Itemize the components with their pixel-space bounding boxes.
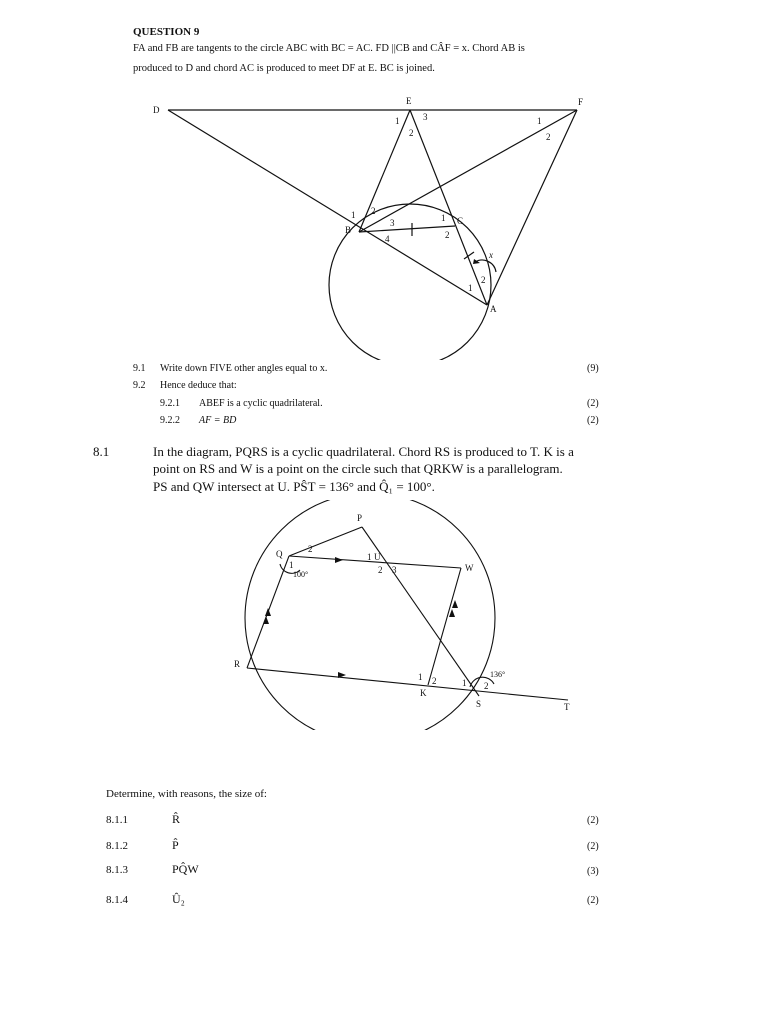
q9-2-1-number: 9.2.1 bbox=[160, 398, 180, 409]
arrow-qw bbox=[335, 557, 343, 563]
q8-statement-line3: PS and QW intersect at U. PŜT = 136° and Q̂₁ = 100°. bbox=[153, 479, 435, 494]
q9-1-number: 9.1 bbox=[133, 363, 146, 374]
q9-2-1-marks: (2) bbox=[587, 398, 599, 409]
line-rt bbox=[247, 668, 568, 700]
label-a2: 2 bbox=[481, 275, 486, 285]
q8-1-3-marks: (3) bbox=[587, 866, 599, 877]
label-r: R bbox=[234, 659, 241, 669]
label-x: x bbox=[489, 250, 493, 260]
label-c2: 2 bbox=[445, 230, 450, 240]
label-e2: 2 bbox=[409, 128, 414, 138]
q9-2-number: 9.2 bbox=[133, 380, 146, 391]
line-wk bbox=[428, 568, 461, 685]
line-bc bbox=[359, 226, 455, 232]
q8-determine: Determine, with reasons, the size of: bbox=[106, 788, 267, 800]
label-b2: 2 bbox=[371, 206, 376, 216]
label-b: B bbox=[345, 225, 352, 235]
label-c: C bbox=[457, 216, 464, 226]
q8-1-1-number: 8.1.1 bbox=[106, 814, 128, 826]
label-k: K bbox=[420, 688, 427, 698]
q9-2-2-number: 9.2.2 bbox=[160, 415, 180, 426]
line-fa bbox=[487, 110, 577, 305]
label-k2: 2 bbox=[432, 676, 437, 686]
label-q2: 2 bbox=[308, 544, 313, 554]
q8-1-3-text: PQ̂W bbox=[172, 862, 199, 876]
label-s2: 2 bbox=[484, 681, 489, 691]
label-b3: 3 bbox=[390, 218, 395, 228]
label-f2: 2 bbox=[546, 132, 551, 142]
q8-statement-line1: In the diagram, PQRS is a cyclic quadrilateral. Chord RS is produced to T. K is a bbox=[153, 444, 574, 459]
label-u1: 1 bbox=[367, 552, 372, 562]
label-d: D bbox=[153, 105, 160, 115]
q9-statement-line2: produced to D and chord AC is produced to meet DF at E. BC is joined. bbox=[133, 63, 435, 74]
label-b1: 1 bbox=[351, 210, 356, 220]
label-angle-100: 100° bbox=[293, 570, 309, 579]
label-b4: 4 bbox=[385, 234, 390, 244]
q9-2-text: Hence deduce that: bbox=[160, 380, 237, 391]
line-qp bbox=[289, 527, 362, 556]
label-c1: 1 bbox=[441, 213, 446, 223]
line-da bbox=[168, 110, 487, 305]
q8-circle bbox=[245, 500, 495, 730]
q9-2-2-marks: (2) bbox=[587, 415, 599, 426]
label-e: E bbox=[406, 96, 412, 106]
line-fb bbox=[359, 110, 577, 232]
arrow-wk-2 bbox=[449, 609, 455, 617]
line-eb bbox=[359, 110, 410, 232]
label-t: T bbox=[564, 702, 570, 712]
arrow-qr-2 bbox=[263, 616, 269, 624]
q8-1-2-text: P̂ bbox=[172, 838, 179, 852]
label-q: Q bbox=[276, 549, 283, 559]
q8-1-1-text: R̂ bbox=[172, 812, 181, 826]
label-a1: 1 bbox=[468, 283, 473, 293]
label-s: S bbox=[476, 699, 482, 709]
label-e3: 3 bbox=[423, 112, 428, 122]
line-ea bbox=[410, 110, 487, 305]
label-u2: 2 bbox=[378, 565, 383, 575]
label-u3: 3 bbox=[392, 565, 397, 575]
arrow-wk-1 bbox=[452, 600, 458, 608]
q8-1-2-number: 8.1.2 bbox=[106, 840, 128, 852]
q9-circle bbox=[329, 204, 491, 360]
q9-statement-line1: FA and FB are tangents to the circle ABC with BC = AC. FD ||CB and CÂF = x. Chord AB is bbox=[133, 43, 525, 54]
q9-2-2-text: AF = BD bbox=[199, 415, 237, 426]
q8-1-number: 8.1 bbox=[93, 444, 110, 459]
q8-1-3-number: 8.1.3 bbox=[106, 864, 128, 876]
q9-diagram bbox=[0, 0, 768, 360]
q8-1-1-marks: (2) bbox=[587, 815, 599, 826]
q8-diagram bbox=[0, 500, 768, 730]
q9-1-marks: (9) bbox=[587, 363, 599, 374]
label-s1: 1 bbox=[462, 678, 467, 688]
q8-1-4-text: Û₂ bbox=[172, 892, 185, 906]
q9-title: QUESTION 9 bbox=[133, 26, 200, 38]
q8-1-4-number: 8.1.4 bbox=[106, 894, 128, 906]
q8-1-2-marks: (2) bbox=[587, 841, 599, 852]
label-u: U bbox=[374, 552, 381, 562]
label-f: F bbox=[578, 97, 584, 107]
label-a: A bbox=[490, 304, 497, 314]
q8-statement-line2: point on RS and W is a point on the circle such that QRKW is a parallelogram. bbox=[153, 461, 563, 476]
label-q1: 1 bbox=[289, 560, 294, 570]
q9-2-1-text: ABEF is a cyclic quadrilateral. bbox=[199, 398, 323, 409]
label-p: P bbox=[357, 513, 363, 523]
label-e1: 1 bbox=[395, 116, 400, 126]
q8-1-4-marks: (2) bbox=[587, 895, 599, 906]
label-f1: 1 bbox=[537, 116, 542, 126]
label-w: W bbox=[465, 563, 474, 573]
arrow-qr-1 bbox=[265, 608, 271, 616]
q9-1-text: Write down FIVE other angles equal to x. bbox=[160, 363, 328, 374]
label-angle-136: 136° bbox=[490, 670, 506, 679]
label-k1: 1 bbox=[418, 672, 423, 682]
